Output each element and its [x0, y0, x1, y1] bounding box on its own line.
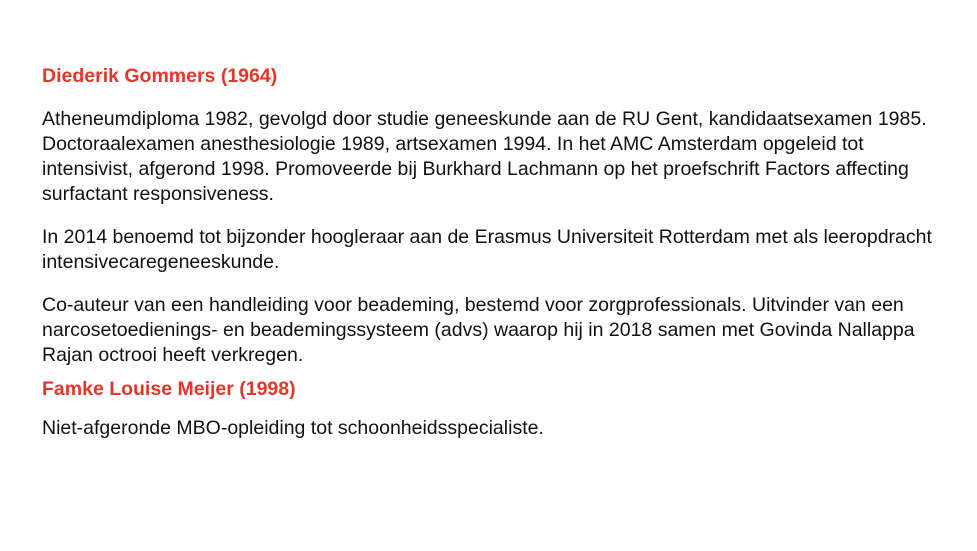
paragraph-education-gommers: Atheneumdiploma 1982, gevolgd door studie geneeskunde aan de RU Gent, kandidaatsexamen 1985. Doctoraalexamen anesthesiologie 1989, artsexamen 1994. In het AMC Amsterdam opgeleid tot intensivist, afgerond 1998. Promoveerde bij Burkhard Lachmann op het proefschrift Factors affecting surfactant responsiveness. — [42, 108, 927, 205]
person-heading-gommers: Diederik Gommers (1964) — [42, 65, 278, 87]
paragraph-education-meijer: Niet-afgeronde MBO-opleiding tot schoonheidsspecialiste. — [42, 417, 544, 439]
paragraph-inventions-gommers: Co-auteur van een handleiding voor beademing, bestemd voor zorgprofessionals. Uitvinder van een narcosetoedienings- en beademingssysteem (advs) waarop hij in 2018 samen met Govinda Nallappa Rajan octrooi heeft verkregen. — [42, 294, 915, 366]
person-heading-meijer: Famke Louise Meijer (1998) — [42, 378, 296, 400]
paragraph-professorship-gommers: In 2014 benoemd tot bijzonder hoogleraar aan de Erasmus Universiteit Rotterdam met als leeropdracht intensivecaregeneeskunde. — [42, 226, 932, 273]
document-body — [42, 60, 947, 441]
